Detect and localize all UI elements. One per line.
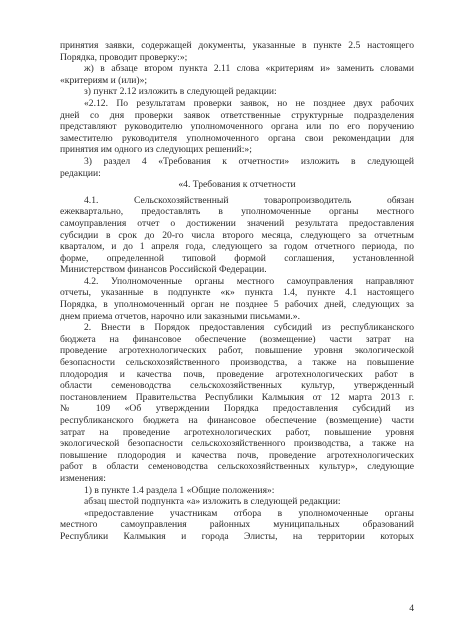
text-line: форме, определенной типовой формой соглашения, установленной	[60, 252, 414, 264]
text-line: редакции:	[60, 167, 101, 179]
text-line: безопасности сельскохозяйственного производства, а также на повышение	[60, 357, 414, 369]
text-line: дней со дня проверки заявок ответственные структурные подразделения	[60, 109, 414, 121]
text-line: 2. Внести в Порядок предоставления субсидий из республиканского	[84, 322, 414, 334]
text-line: Республики Калмыкия и города Элисты, на территории которых	[60, 530, 414, 542]
text-line: Порядка, в уполномоченный орган не позднее 5 рабочих дней, следующих за	[60, 299, 414, 311]
page-number: 4	[409, 603, 414, 614]
text-line: субсидии в срок до 20-го числа второго месяца, следующего за отчетным	[60, 229, 414, 241]
text-line: 4.2. Уполномоченные органы местного самоуправления направляют	[84, 275, 414, 287]
text-line: представляют руководителю уполномоченного органа или по его поручению	[60, 121, 414, 133]
text-line: «2.12. По результатам проверки заявок, но не позднее двух рабочих	[84, 97, 414, 109]
text-line: 4.1. Сельскохозяйственный товаропроизводитель обязан	[84, 194, 414, 206]
text-line: № 109 «Об утверждении Порядка предоставления субсидий из	[60, 403, 414, 415]
text-line: изменения:	[60, 472, 106, 484]
text-line: проведение агротехнологических работ, повышение уровня экологической	[60, 345, 414, 357]
text-line: абзац шестой подпункта «а» изложить в следующей редакции:	[84, 496, 341, 508]
text-line: Министерством финансов Российской Федерации.	[60, 264, 267, 276]
text-line: ежеквартально, предоставлять в уполномоченные органы местного	[60, 206, 414, 218]
text-line: 1) в пункте 1.4 раздела 1 «Общие положения»:	[84, 484, 275, 496]
text-line: местного самоуправления районных муниципальных образований	[60, 519, 414, 531]
text-line: «предоставление участникам отбора в уполномоченные органы	[84, 507, 414, 519]
text-line: днем приема отчетов, нарочно или заказными письмами.».	[60, 310, 300, 322]
text-line: заместителю руководителя уполномоченного органа свои рекомендации для	[60, 132, 414, 144]
text-line: плодородия и качества почв, проведение агротехнологических работ в	[60, 368, 414, 380]
text-line: принятия им одного из следующих решений:»;	[60, 144, 252, 156]
text-line: работ в области семеноводства сельскохозяйственных культур», следующие	[60, 461, 414, 473]
text-line: постановлением Правительства Республики Калмыкия от 12 марта 2013 г.	[60, 391, 414, 403]
document-page	[60, 40, 414, 543]
text-line: кварталом, и до 1 апреля года, следующего за годом отчетного периода, по	[60, 241, 414, 253]
text-line: з) пункт 2.12 изложить в следующей редакции:	[84, 86, 277, 98]
text-line: повышение плодородия и качества почв, проведение агротехнологических	[60, 449, 414, 461]
text-line: экологической безопасности сельскохозяйственного производства, а также на	[60, 438, 414, 450]
text-line: Порядка, проводит проверку:»;	[60, 51, 188, 63]
text-line: области семеноводства сельскохозяйственных культур, утвержденный	[60, 380, 414, 392]
text-line: принятия заявки, содержащей документы, указанные в пункте 2.5 настоящего	[60, 40, 414, 51]
text-line: «4. Требования к отчетности	[178, 179, 296, 191]
text-line: 3) раздел 4 «Требования к отчетности» изложить в следующей	[84, 155, 414, 167]
text-line: «критериям и (или)»;	[60, 74, 148, 86]
text-line: ж) в абзаце втором пункта 2.11 слова «критериям и» заменить словами	[84, 63, 414, 75]
text-line: республиканского бюджета на финансовое обеспечение (возмещение) части	[60, 415, 414, 426]
text-line: затрат на проведение агротехнологических работ, повышение уровня	[60, 426, 414, 438]
text-line: бюджета на финансовое обеспечение (возмещение) части затрат на	[60, 333, 414, 345]
text-line: отчеты, указанные в подпункте «к» пункта 1.4, пункте 4.1 настоящего	[60, 287, 414, 299]
text-line: самоуправления отчет о достижении значений результата предоставления	[60, 217, 414, 229]
